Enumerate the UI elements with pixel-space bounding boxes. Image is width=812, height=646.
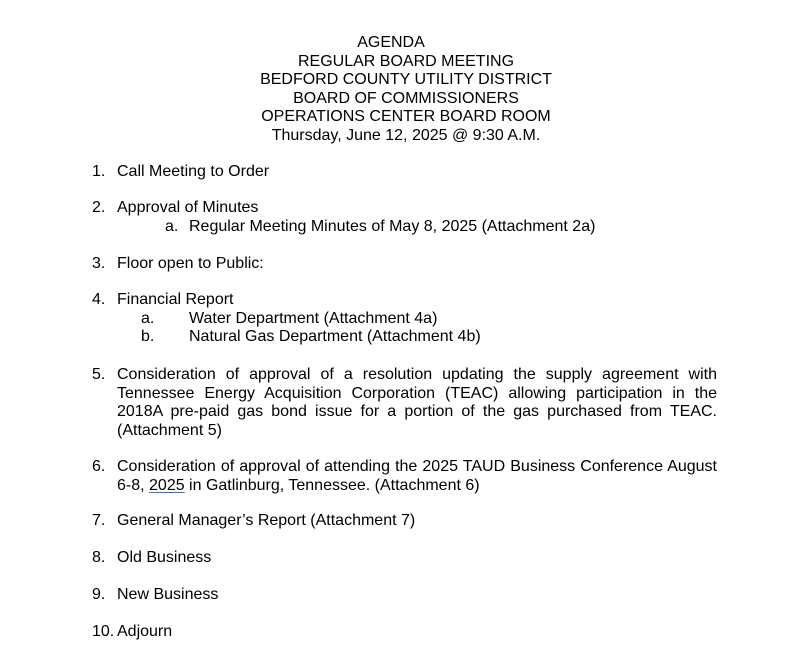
item-text: Approval of Minutes — [117, 199, 259, 216]
item-text: Floor open to Public: — [117, 255, 264, 272]
sub-item-label: a. — [165, 217, 179, 235]
agenda-item-3 — [92, 255, 717, 274]
agenda-item-1 — [92, 163, 717, 182]
sub-item-text: Natural Gas Department (Attachment 4b) — [189, 328, 481, 346]
item-text: Old Business — [117, 549, 212, 566]
sub-item-4b — [92, 328, 717, 347]
agenda-item-5 — [92, 366, 717, 440]
item-text: General Manager’s Report (Attachment 7) — [117, 512, 416, 529]
item-text: Financial Report — [117, 291, 234, 308]
sub-item-label: b. — [141, 328, 155, 346]
item-text: New Business — [117, 586, 219, 603]
item-number: 7. — [92, 512, 106, 529]
item-number: 1. — [92, 163, 106, 180]
header-organization: BEDFORD COUNTY UTILITY DISTRICT — [260, 71, 552, 89]
header-meeting-type: REGULAR BOARD MEETING — [297, 52, 515, 70]
sub-item-2a — [92, 218, 717, 237]
item-number: 3. — [92, 255, 106, 272]
item-text — [117, 458, 717, 495]
agenda-item-8 — [92, 549, 717, 568]
item-text: Consideration of approval of a resolution updating the supply agreement with Tennessee Energy Acquisition Corporation (TEAC) allowing participation in the 2018A pre-paid gas bond issue for a portion of the gas purchased from TEAC. (Attachment 5) — [117, 366, 717, 439]
sub-item-4a — [92, 310, 717, 329]
header-board: BOARD OF COMMISSIONERS — [293, 89, 519, 107]
agenda-item-10 — [92, 623, 717, 642]
item-text-year: 2025 — [149, 476, 185, 494]
agenda-item-9 — [92, 586, 717, 605]
item-number: 2. — [92, 199, 106, 216]
agenda-item-6 — [92, 458, 717, 495]
agenda-item-2 — [92, 199, 717, 236]
header-date-time: Thursday, June 12, 2025 @ 9:30 A.M. — [271, 126, 541, 144]
sub-item-text: Water Department (Attachment 4a) — [189, 309, 438, 327]
sub-item-label: a. — [141, 309, 155, 327]
item-number: 5. — [92, 366, 106, 383]
sub-item-text: Regular Meeting Minutes of May 8, 2025 (Attachment 2a) — [189, 217, 596, 235]
header-agenda-title: AGENDA — [357, 34, 425, 51]
agenda-item-4 — [92, 291, 717, 347]
item-number: 6. — [92, 458, 106, 475]
item-number: 4. — [92, 291, 106, 308]
header-location: OPERATIONS CENTER BOARD ROOM — [261, 108, 551, 126]
agenda-header — [0, 34, 812, 146]
item-number: 9. — [92, 586, 106, 603]
item-number: 10. — [92, 623, 115, 640]
agenda-item-7 — [92, 512, 717, 531]
item-text: Call Meeting to Order — [117, 163, 270, 180]
item-text: Adjourn — [117, 623, 173, 640]
item-number: 8. — [92, 549, 106, 566]
item-text-part: in Gatlinburg, Tennessee. (Attachment 6) — [184, 476, 480, 494]
item-text-part: Consideration of approval of attending the 2025 TAUD Business Conference August 6-8, — [117, 458, 717, 494]
